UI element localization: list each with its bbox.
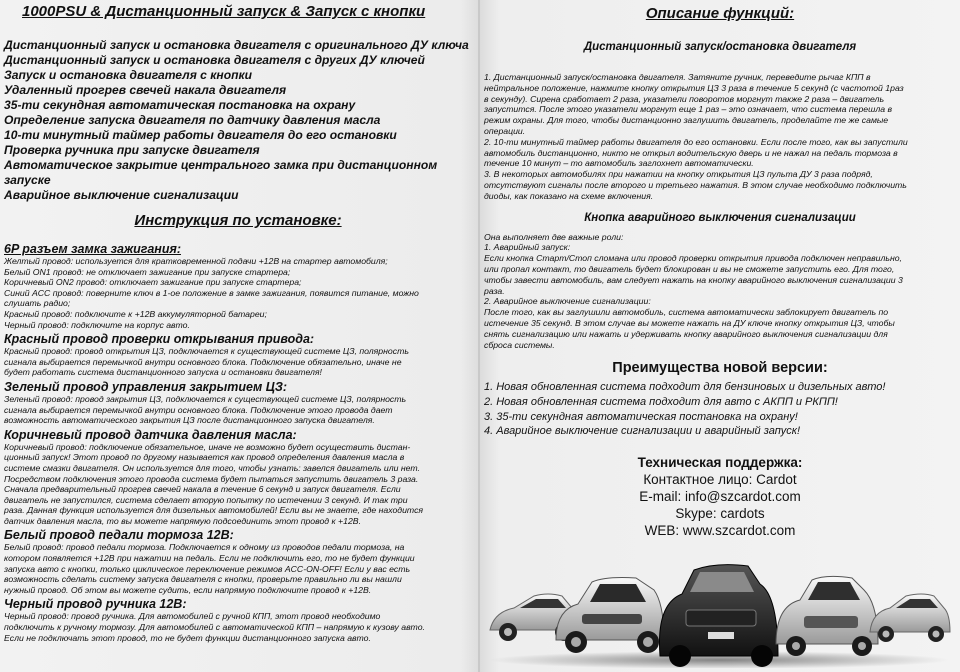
- tech-support: [484, 454, 956, 539]
- emergency-line: 1. Аварийный запуск:: [484, 242, 571, 253]
- section-body: [4, 611, 472, 643]
- feature-item: Дистанционный запуск и остановка двигателя с других ДУ ключей: [4, 53, 425, 67]
- car-silver-suv-right: [776, 576, 878, 656]
- section-line: котором появляется +12В при нажатии на педаль. Если не подключить его, то не будет функции: [4, 553, 415, 564]
- left-page: [4, 0, 472, 643]
- section-line: Посредством подключения этого провода система будет пытаться запустить двигатель 3 раза.: [4, 473, 419, 484]
- car-white-suv: [556, 578, 664, 654]
- section-line: Белый ON1 провод: не отключает зажигание при запуске стартера;: [4, 266, 291, 277]
- feature-item: Проверка ручника при запуске двигателя: [4, 143, 260, 157]
- advantage-item: 2. Новая обновленная система подходит для авто с АКПП и РКПП!: [484, 395, 838, 408]
- section-line: сигнала выбирается перемычкой внутри основного блока. Подключение этого провода дает: [4, 404, 393, 415]
- section-line: запуска авто с кнопки, только циклическое переключение режимов ACC-ON-OFF! Если у вас есть: [4, 563, 411, 574]
- support-heading: Техническая поддержка:: [637, 454, 803, 470]
- section-line: Черный провод: подключите на корпус авто.: [4, 319, 190, 330]
- car-silver-sedan-right: [870, 594, 950, 642]
- remote-start-heading: Дистанционный запуск/остановка двигателя: [583, 41, 857, 53]
- section-heading: 6P разъем замка зажигания:: [4, 242, 181, 256]
- emergency-line: раза.: [484, 285, 505, 296]
- section-line: Коричневый ON2 провод: отключает зажигание при запуске стартера;: [4, 277, 302, 288]
- section-line: двигатель не запустился, система сделает вторую попытку по истечении 3 секунд. И так три: [4, 494, 408, 505]
- section-line: системе смазки двигателя. Он используется для того, чтобы узнать: завелся двигатель или нет.: [4, 462, 420, 473]
- remote-start-text: [484, 72, 956, 202]
- feature-item: Запуск и остановка двигателя с кнопки: [4, 68, 252, 82]
- emergency-line: истечение 35 секунд. В этом случае вы можете нажать на ДУ ключе кнопку открытия ЦЗ, чтобы: [484, 317, 895, 328]
- section-line: Красный провод: провод открытия ЦЗ, подключается к существующей системе ЦЗ, полярность: [4, 346, 409, 357]
- emergency-line: 2. Аварийное выключение сигнализации:: [484, 296, 651, 307]
- emergency-line: Она выполняет две важные роли:: [484, 231, 624, 242]
- feature-item: 35-ти секундная автоматическая постановка на охрану: [4, 98, 356, 112]
- advantage-item: 3. 35-ти секундная автоматическая постановка на охрану!: [484, 410, 798, 423]
- emergency-line: сброса системы.: [484, 339, 555, 350]
- cars-lineup-illustration: [486, 560, 952, 668]
- support-email: E-mail: info@szcardot.com: [639, 488, 801, 504]
- advantage-item: 1. Новая обновленная система подходит для бензиновых и дизельных авто!: [484, 381, 886, 394]
- emergency-line: После того, как вы заглушили автомобиль, система автоматически заблокирует двигатель по: [484, 307, 889, 318]
- section-line: Если не подключать этот провод, то не будет функции дистанционного запуска авто.: [4, 632, 371, 643]
- section-line: раза. Данная функция используется для дизельных автомобилей! Если вы не знаете, где находится: [4, 505, 424, 516]
- feature-item: Удаленный прогрев свечей накала двигателя: [4, 83, 287, 97]
- remote-line: 2. 10-ти минутный таймер работы двигателя до его остановки. Если после того, как вы запустили: [484, 136, 908, 147]
- remote-line: автомобиль дистанционно, никто не открыл водительскую дверь и не нажал на педаль тормоза в: [484, 147, 898, 158]
- section-line: Красный провод: подключите к +12В аккумуляторной батареи;: [4, 308, 267, 319]
- section-line: ционный запуск! Этот провод по другому называется как провод определения давления масла в: [4, 452, 405, 463]
- feature-item: запуске: [4, 173, 51, 187]
- section-heading: Белый провод педали тормоза 12В:: [4, 528, 234, 543]
- emergency-line: Если кнопка Старт/Стоп сломана или провод проверки открытия привода подключен неправильно,: [484, 253, 902, 264]
- advantages-heading: Преимущества новой версии:: [612, 360, 828, 377]
- section-line: нужный провод. Об этом вы можете судить, если напрямую подключите провод к +12В.: [4, 584, 372, 595]
- section-line: возможность автоматического закрытия ЦЗ после дистанционного запуска двигателя.: [4, 415, 375, 426]
- emergency-line: снять сигнализацию или нажать и удерживать кнопку аварийного выключения сигнализации для: [484, 328, 888, 339]
- section-line: Белый провод: провод педали тормоза. Подключается к одному из проводов педали тормоза, на: [4, 542, 405, 553]
- section-line: Желтый провод: используется для кратковременной подачи +12В на стартер автомобиля;: [4, 256, 388, 266]
- remote-line: диоды, как показано на схеме включения.: [484, 190, 654, 201]
- advantages-list: [484, 380, 956, 438]
- section-line: датчик давления масла, то вы можете напрямую подсоединить этот провод к +12В.: [4, 515, 361, 526]
- emergency-line: или пропал контакт, то двигатель будет блокирован и вы не сможете запустить его. Для того,: [484, 263, 895, 274]
- feature-item: Дистанционный запуск и остановка двигателя с оригинального ДУ ключа: [4, 38, 469, 52]
- functions-title: Описание функций:: [645, 5, 795, 22]
- section-line: слушать радио;: [4, 298, 71, 309]
- section-body: [4, 346, 472, 378]
- support-skype: Skype: cardots: [675, 505, 765, 521]
- section-line: сигнала выбирается перемычкой внутри основного блока. Подключение обязательно, иначе не: [4, 356, 402, 367]
- document-title: 1000PSU & Дистанционный запуск & Запуск с кнопки: [22, 3, 426, 20]
- remote-line: 3. В некоторых автомобилях при нажатии на кнопку открытия ЦЗ пульта ДУ 3 раза подряд,: [484, 169, 873, 180]
- section-body: [4, 256, 472, 330]
- section-line: возможность сделать систему запуска двигателя с кнопки, проверьте правильно ли вы нашли: [4, 574, 402, 585]
- feature-item: 10-ти минутный таймер работы двигателя до его остановки: [4, 128, 397, 142]
- section-line: Зеленый провод: провод закрытия ЦЗ, подключается к существующей системе ЦЗ, полярность: [4, 393, 407, 404]
- support-contact: Контактное лицо: Cardot: [643, 471, 797, 487]
- section-heading: Зеленый провод управления закрытием ЦЗ:: [4, 379, 288, 394]
- section-heading: Черный провод ручника 12В:: [4, 597, 187, 612]
- car-black-suv-center: [659, 565, 778, 667]
- emergency-line: чтобы завести автомобиль, вам следует нажать на кнопку аварийного выключения сигнализации 3: [484, 274, 903, 285]
- page-fold: [478, 0, 480, 672]
- remote-line: операции.: [484, 125, 526, 136]
- section-body: [4, 442, 472, 527]
- feature-item: Определение запуска двигателя по датчику давления масла: [4, 113, 381, 127]
- section-line: Черный провод: провод ручника. Для автомобилей с ручной КПП, этот провод необходимо: [4, 611, 381, 622]
- section-line: подключить к ручному тормозу. Для автомобилей с автоматической КПП – напрямую к кузову авто.: [4, 622, 425, 633]
- section-line: Синий ACC провод: поверните ключ в 1-ое положение в замке зажигания, появится питание, можно: [4, 287, 419, 298]
- section-heading: Коричневый провод датчика давления масла:: [4, 427, 297, 442]
- section-heading: Красный провод проверки открывания привода:: [4, 332, 315, 347]
- emergency-heading: Кнопка аварийного выключения сигнализации: [584, 211, 856, 224]
- remote-line: течение 10 минут – то автомобиль заглохнет автоматически.: [484, 158, 754, 169]
- feature-item: Автоматическое закрытие центрального замка при дистанционном: [4, 158, 438, 172]
- remote-line: в секунду). Сирена сработает 2 раза, указатели поворотов моргнут также 2 раза – двигатель: [484, 93, 885, 104]
- right-page: [484, 0, 956, 539]
- remote-line: отсутствуют сигналы после второго и третьего нажатия. В этом случае необходимо подключить: [484, 179, 907, 190]
- advantage-item: 4. Аварийное выключение сигнализации и аварийный запуск!: [484, 425, 801, 438]
- remote-line: 1. Дистанционный запуск/остановка двигателя. Затяните ручник, переведите рычаг КПП в: [484, 72, 871, 82]
- section-body: [4, 542, 472, 595]
- features-list: [4, 38, 472, 203]
- remote-line: нейтральное положение, нажмите кнопку открытия ЦЗ 3 раза в течение 5 секунд (с частотой 1раз: [484, 82, 904, 93]
- feature-item: Аварийное выключение сигнализации: [4, 188, 239, 202]
- remote-line: режим охраны. Для того, чтобы дистанционно заглушить двигатель, проделайте те же самые: [484, 115, 889, 126]
- emergency-text: [484, 232, 956, 351]
- support-web: WEB: www.szcardot.com: [644, 522, 796, 538]
- section-line: Сначала предварительный прогрев свечей накала в течение 6 секунд и запуск двигателя. Если: [4, 484, 401, 495]
- install-sections: [4, 242, 472, 643]
- remote-line: запустится. После этого указатели моргнут еще 1 раз – это означает, что система перешла в: [484, 104, 893, 115]
- install-title: Инструкция по установке:: [134, 212, 342, 229]
- section-body: [4, 394, 472, 426]
- section-line: будет работать система дистанционного запуска и остановки двигателя!: [4, 367, 322, 378]
- section-line: Коричневый провод: подключение обязательное, иначе не возможно будет осуществить дистан-: [4, 441, 411, 452]
